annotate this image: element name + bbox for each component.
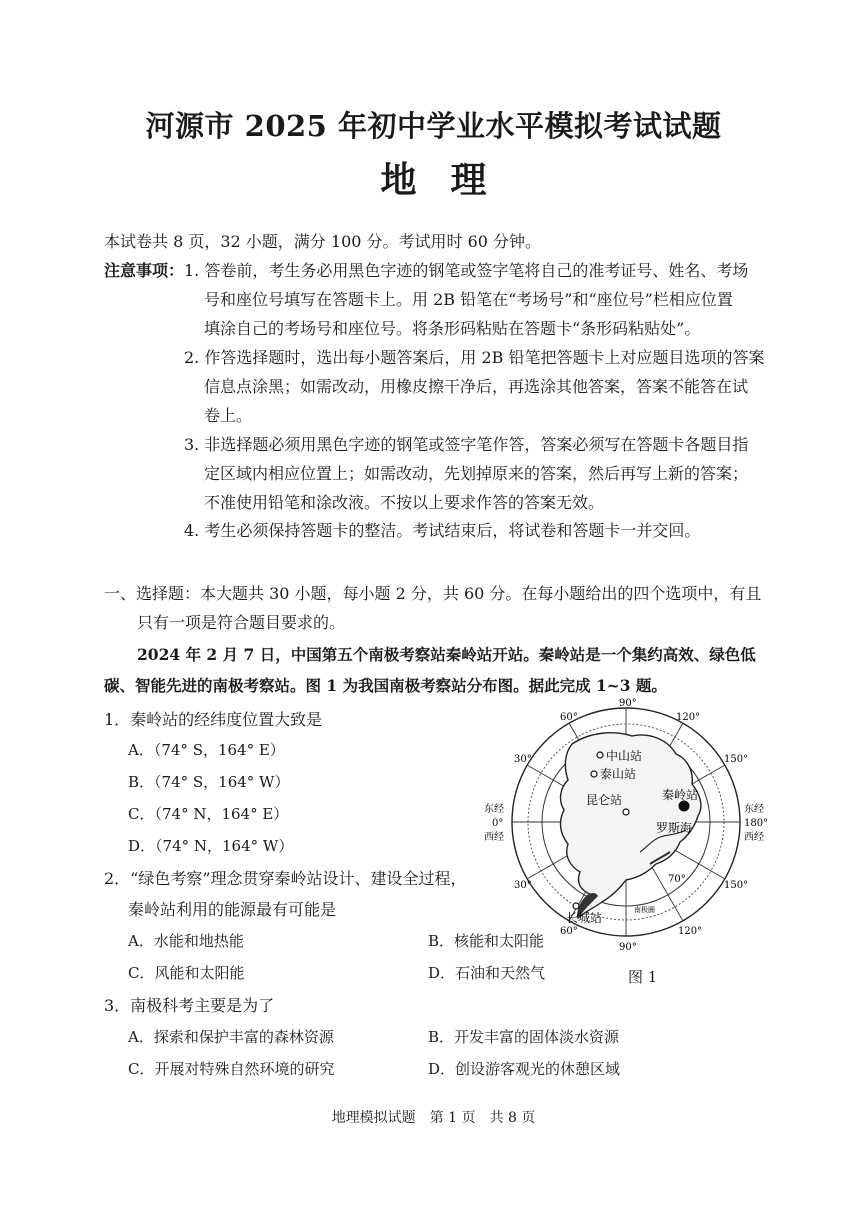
ross-sea-label: 罗斯海 [656,821,693,835]
lon-label-top-90: 90° [619,698,637,709]
changcheng-station-label: 长城站 [566,911,603,925]
q2-stem-line-2: 秦岭站利用的能源最有可能是 [128,900,337,919]
prime-meridian-east: 东经 [484,804,504,815]
q1-stem: 1．秦岭站的经纬度位置大致是 [104,710,323,729]
lon-label-left-30-top: 30° [514,754,532,765]
lon-label-top-120: 120° [676,712,701,723]
lon-label-bottom-120: 120° [678,926,703,937]
antimeridian-east: 东经 [744,804,764,815]
lon-label-left-30-bottom: 30° [514,880,532,891]
q2-option-d: D．石油和天然气 [428,964,546,982]
q3-option-b: B．开发丰富的固体淡水资源 [428,1028,620,1046]
prime-meridian-west: 西经 [484,832,504,843]
exam-title: 河源市 2025 年初中学业水平模拟考试试题 [145,109,722,143]
lon-label-bottom-60: 60° [560,926,578,937]
lon-label-top-60: 60° [560,712,578,723]
q2-stem-line-1: 2．“绿色考察”理念贯穿秦岭站设计、建设全过程， [104,869,467,888]
notice-line-1: 1. 答卷前，考生务必用黑色字迹的钢笔或签字笔将自己的准考证号、姓名、考场 [184,261,749,280]
q2-option-c: C．风能和太阳能 [128,964,245,982]
qinling-station-label: 秦岭站 [662,788,699,802]
antimeridian-west: 西经 [744,832,764,843]
taishan-station-marker [591,771,597,777]
q1-option-b: B．（74° S，164° W） [128,773,290,791]
q3-stem: 3．南极科考主要是为了 [104,996,275,1015]
section-heading-cont: 只有一项是符合题目要求的。 [137,613,346,632]
antimeridian-deg: 180° [744,818,769,829]
intro-text: 本试卷共 8 页，32 小题，满分 100 分。考试用时 60 分钟。 [104,232,542,251]
latitude-70-label: 70° [668,874,686,885]
zhongshan-station-marker [597,752,603,758]
notice-label: 注意事项： [104,261,185,280]
q3-option-c: C．开展对特殊自然环境的研究 [128,1060,335,1078]
kunlun-station-marker [623,809,629,815]
passage-line-1: 2024 年 2 月 7 日，中国第五个南极考察站秦岭站开站。秦岭站是一个集约高效、绿色低 [137,645,756,664]
q2-option-a: A．水能和地热能 [128,932,244,950]
notice-line-9: 不准使用铅笔和涂改液。不按以上要求作答的答案无效。 [204,493,605,512]
section-heading: 一、选择题：本大题共 30 小题，每小题 2 分，共 60 分。在每小题给出的四个选项中，有且 [104,584,762,603]
changcheng-station-marker [573,903,579,909]
notice-line-7: 3. 非选择题必须用黑色字迹的钢笔或签字笔作答，答案必须写在答题卡各题目指 [184,435,749,454]
figure-caption: 图 1 [628,968,658,986]
q3-option-a: A．探索和保护丰富的森林资源 [128,1028,334,1046]
page-footer: 地理模拟试题 第 1 页 共 8 页 [331,1110,536,1126]
q1-option-c: C．（74° N，164° E） [128,805,289,823]
subject-title: 地理 [380,159,521,201]
lon-label-bottom-90: 90° [619,942,637,953]
passage-line-2: 碳、智能先进的南极考察站。图 1 为我国南极考察站分布图。据此完成 1~3 题。 [104,676,667,695]
notice-line-5: 信息点涂黑；如需改动，用橡皮擦干净后，再选涂其他答案，答案不能答在试 [204,377,749,396]
notice-line-8: 定区域内相应位置上；如需改动，先划掉原来的答案，然后再写上新的答案； [204,464,749,483]
antarctic-station-map [480,696,780,956]
lon-label-right-150-bottom: 150° [724,880,749,891]
notice-line-3: 填涂自己的考场号和座位号。将条形码粘贴在答题卡“条形码粘贴处”。 [204,319,701,338]
kunlun-station-label: 昆仑站 [586,793,623,807]
lon-label-right-150-top: 150° [724,754,749,765]
prime-meridian-deg: 0° [492,818,504,829]
qinling-station-marker [679,801,689,811]
notice-line-10: 4. 考生必须保持答题卡的整洁。考试结束后，将试卷和答题卡一并交回。 [184,521,701,540]
q2-option-b: B．核能和太阳能 [428,932,545,950]
notice-line-6: 卷上。 [204,406,253,425]
antarctic-circle-label: 南极圈 [634,906,655,914]
notice-line-4: 2. 作答选择题时，选出每小题答案后，用 2B 铅笔把答题卡上对应题目选项的答案 [184,348,765,367]
zhongshan-station-label: 中山站 [606,749,643,763]
q1-option-a: A．（74° S，164° E） [128,741,285,759]
q1-option-d: D．（74° N，164° W） [128,837,294,855]
notice-line-2: 号和座位号填写在答题卡上。用 2B 铅笔在“考场号”和“座位号”栏相应位置 [204,290,733,309]
taishan-station-label: 泰山站 [600,767,637,781]
q3-option-d: D．创设游客观光的休憩区域 [428,1060,621,1078]
